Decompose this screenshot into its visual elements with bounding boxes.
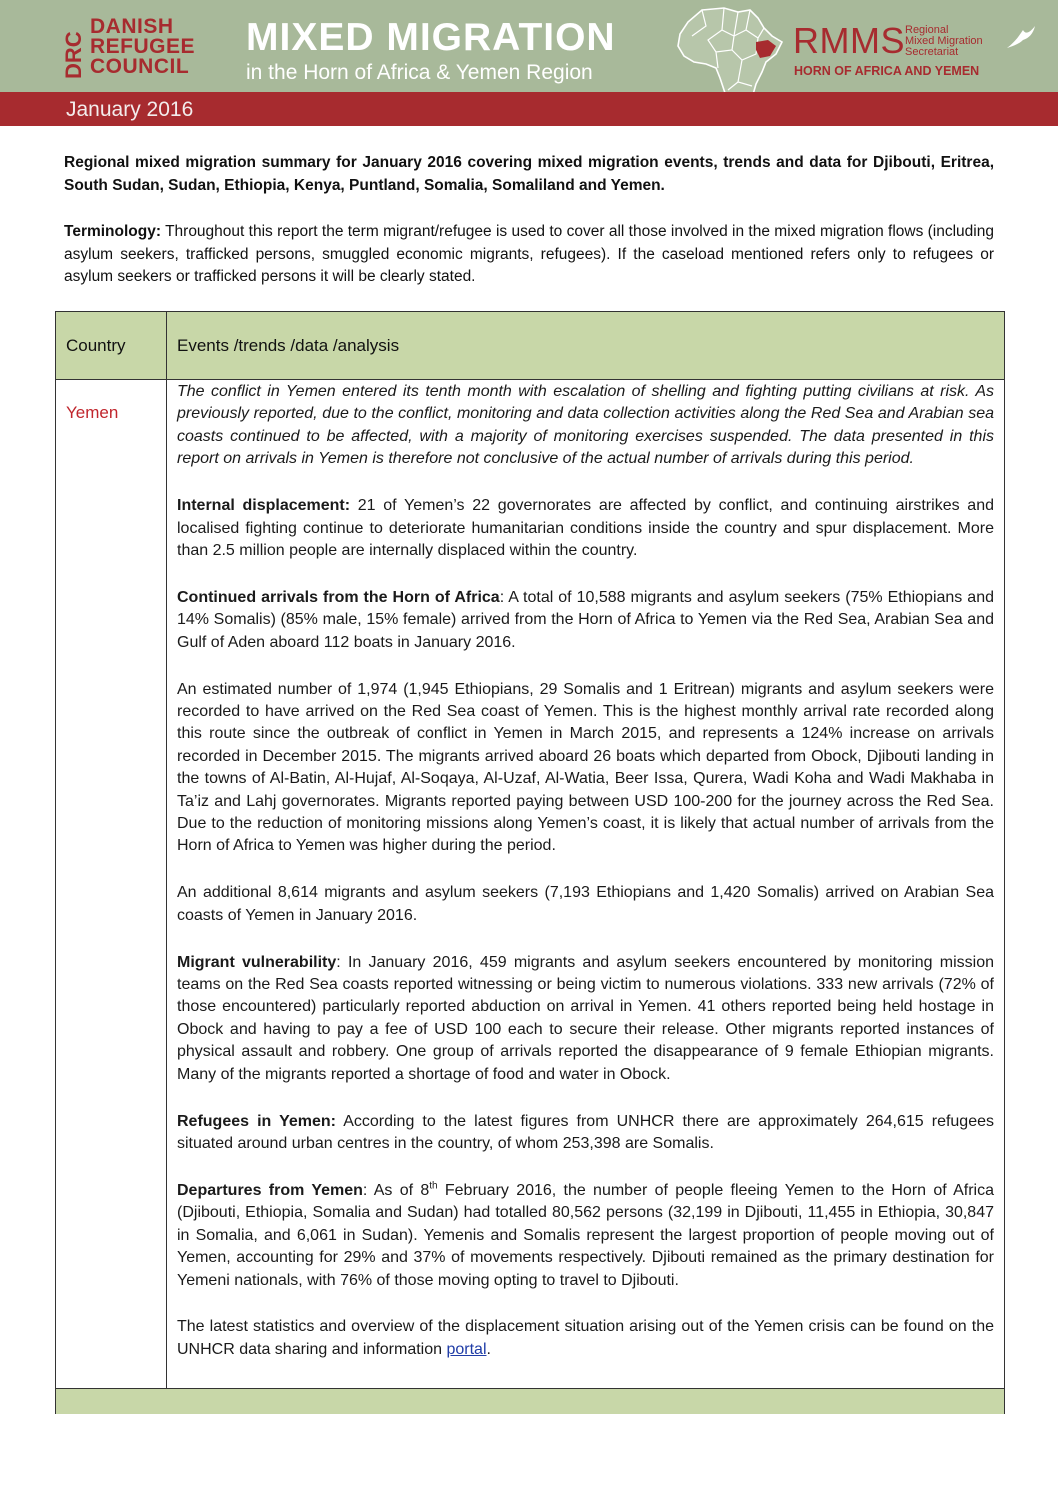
departures-pre: : As of 8 xyxy=(362,1181,430,1199)
departures-lead: Departures from Yemen xyxy=(177,1181,363,1199)
events-table xyxy=(55,311,1005,1414)
column-divider xyxy=(166,312,167,1413)
svg-text:DRC: DRC xyxy=(61,31,86,79)
terminology-text: Throughout this report the term migrant/refugee is used to cover all those involved in the mixed migration flows (including asylum seekers, trafficked persons, smuggled economic migrants, refugees). If the caseload mentioned refers only to refugees or asylum seekers or trafficked persons it will be clearly stated. xyxy=(64,223,994,285)
header-events: Events /trends /data /analysis xyxy=(177,336,400,355)
conflict-paragraph: The conflict in Yemen entered its tenth month with escalation of shelling and fighting putting civilians at risk. As previously reported, due to the conflict, monitoring and data collection activities along the Red Sea and Arabian sea coasts continued to be affected, with a majority of monitoring exercises suspended. The data presented in this report on arrivals in Yemen is therefore not conclusive of the actual number of arrivals during this period. xyxy=(177,383,994,468)
report-header xyxy=(0,0,1058,92)
summary-text: Regional mixed migration summary for January 2016 covering mixed migration events, trends and data for Djibouti, Eritrea, South Sudan, Sudan, Ethiopia, Kenya, Puntland, Somalia, Somaliland and Yemen. xyxy=(64,154,994,194)
rmms-region: HORN OF AFRICA AND YEMEN xyxy=(794,64,980,78)
migrant-vulnerability-paragraph xyxy=(177,952,994,1086)
unhcr-portal-link[interactable]: portal xyxy=(446,1340,487,1358)
refugees-in-yemen-lead: Refugees in Yemen: xyxy=(177,1112,337,1130)
drc-line-2: REFUGEE xyxy=(90,35,196,58)
terminology-paragraph xyxy=(64,221,994,289)
red-sea-arrivals-paragraph: An estimated number of 1,974 (1,945 Ethiopians, 29 Somalis and 1 Eritrean) migrants and asylum seekers were recorded to have arrived on the Red Sea coast of Yemen. This is the highest monthly arrival rate recorded along this route since the outbreak of conflict in Yemen in March 2015, and represents a 124% increase on arrivals recorded in December 2015. The migrants arrived aboard 26 boats which departed from Obock, Djibouti landing in the towns of Al-Batin, Al-Hujaf, Al-Soqaya, Al-Uzaf, Al-Watia, Beer Issa, Qurera, Wadi Koha and Wadi Makhaba in Ta’iz and Lahj governorates. Migrants reported paying between USD 100-200 for the journey across the Red Sea. Due to the reduction of monitoring missions along Yemen’s coast, it is likely that actual number of arrivals from the Horn of Africa to Yemen was higher during the period. xyxy=(177,680,994,855)
table-header-row xyxy=(56,312,1004,380)
report-subtitle: in the Horn of Africa & Yemen Region xyxy=(246,61,593,84)
terminology-label: Terminology: xyxy=(64,223,162,240)
rmms-line-2: Mixed Migration xyxy=(905,35,983,47)
internal-displacement-lead: Internal displacement: xyxy=(177,497,351,515)
rmms-acronym: RMMS xyxy=(793,20,905,61)
latest-statistics-text: The latest statistics and overview of the displacement situation arising out of the Yemen crisis can be found on the UNHCR data sharing and information xyxy=(177,1318,994,1358)
drc-line-1: DANISH xyxy=(90,15,174,38)
yemen-events-cell xyxy=(177,380,994,1386)
report-title: MIXED MIGRATION xyxy=(246,16,616,59)
departures-text: February 2016, the number of people fleeing Yemen to the Horn of Africa (Djibouti, Ethiopia, Somalia and Sudan) had totalled 80,562 persons (32,199 in Djibouti, 11,455 in Ethiopia, 30,847 in Somalia, and 6,061 in Sudan). Yemenis and Somalis represent the largest proportion of people moving out of Yemen, accounting for 29% and 37% of movements respectively. Djibouti remained as the primary destination for Yemeni nationals, with 76% of those moving opting to travel to Djibouti. xyxy=(177,1181,994,1289)
bird-icon xyxy=(1005,22,1037,52)
internal-displacement-paragraph xyxy=(177,495,994,562)
departures-paragraph xyxy=(177,1180,994,1292)
latest-statistics-end: . xyxy=(486,1340,491,1358)
drc-mark-logo xyxy=(61,17,86,81)
continued-arrivals-lead: Continued arrivals from the Horn of Africa xyxy=(177,588,500,606)
migrant-vulnerability-lead: Migrant vulnerability xyxy=(177,953,337,971)
refugees-in-yemen-paragraph xyxy=(177,1111,994,1156)
report-month: January 2016 xyxy=(66,98,194,121)
drc-line-3: COUNCIL xyxy=(90,55,190,78)
departures-superscript: th xyxy=(429,1180,438,1192)
arabian-sea-arrivals-paragraph: An additional 8,614 migrants and asylum seekers (7,193 Ethiopians and 1,420 Somalis) arrived on Arabian Sea coasts of Yemen in January 2016. xyxy=(177,884,994,924)
rmms-logo xyxy=(793,20,1038,80)
continued-arrivals-paragraph xyxy=(177,587,994,654)
rmms-line-1: Regional xyxy=(905,24,949,36)
country-yemen: Yemen xyxy=(66,403,119,422)
intro-summary xyxy=(64,152,994,197)
rmms-fullname xyxy=(905,25,983,58)
internal-displacement-text: 21 of Yemen’s 22 governorates are affected by conflict, and continuing airstrikes and localised fighting continue to deteriorate humanitarian conditions inside the country and spur displacement. More than 2.5 million people are internally displaced within the country. xyxy=(177,497,994,559)
drc-wordmark xyxy=(90,17,195,77)
migrant-vulnerability-text: : In January 2016, 459 migrants and asylum seekers encountered by monitoring mission teams on the Red Sea coasts reported witnessing or being victim to numerous violations. 333 new arrivals (72% of those encountered) particularly reported abduction on arrival in Yemen. 41 others reported being held hostage in Obock and having to pay a fee of USD 100 each to secure their release. Other migrants reported instances of physical assault and robbery. One group of arrivals reported the disappearance of 9 female Ethiopian migrants. Many of the migrants reported a shortage of food and water in Obock. xyxy=(177,953,995,1083)
rmms-line-3: Secretariat xyxy=(905,46,959,58)
table-footer-row xyxy=(56,1388,1004,1414)
header-country: Country xyxy=(66,336,126,355)
drc-logo xyxy=(61,15,204,81)
continued-arrivals-text: : A total of 10,588 migrants and asylum seekers (75% Ethiopians and 14% Somalis) (85% male, 15% female) arrived from the Horn of Africa to Yemen via the Red Sea, Arabian Sea and Gulf of Aden aboard 112 boats in January 2016. xyxy=(177,588,994,651)
latest-statistics-paragraph xyxy=(177,1316,994,1361)
refugees-in-yemen-text: According to the latest figures from UNHCR there are approximately 264,615 refugees situated around urban centres in the country, of whom 253,398 are Somalis. xyxy=(177,1112,995,1152)
